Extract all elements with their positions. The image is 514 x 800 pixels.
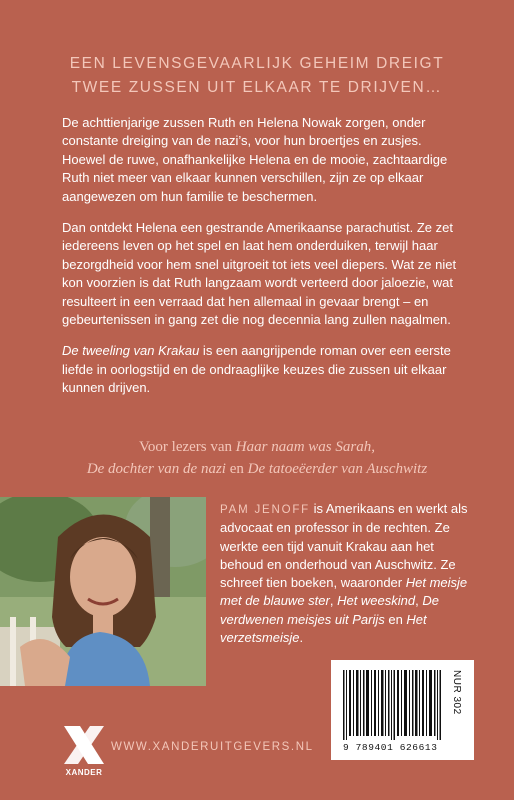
- description-paragraph-2: Dan ontdekt Helena een gestrande Amerikaanse parachutist. Ze zet iedereens leven op het spel en laat hem onderduiken, terwijl haar bezorgdheid voor hem snel uitgroeit tot iets veel diepers. Wat ze niet kon voorzien is dat Ruth langzaam wordt verteerd door jaloezie, wat resulteert in een verraad dat hen allemaal in gevaar brengt – en gebeurtenissen in gang zet die nog decennia lang zullen nagalmen.: [62, 220, 457, 328]
- author-bio: [220, 500, 480, 647]
- xander-logo-icon: [60, 722, 108, 778]
- readers-book-1: Haar naam was Sarah,: [235, 439, 375, 455]
- readers-line-1: [0, 436, 514, 458]
- author-book-1: Het meisje met de blauwe ster: [220, 575, 468, 609]
- readers-prefix: Voor lezers van: [139, 439, 236, 455]
- author-book-3: De verdwenen meisjes uit Parijs: [220, 593, 439, 627]
- readers-book-3: De tatoeëerder van Auschwitz: [247, 461, 428, 477]
- author-book-2: Het weeskind: [337, 593, 416, 609]
- barcode: [331, 660, 474, 760]
- readers-connector: en: [225, 461, 248, 477]
- author-name: PAM JENOFF: [220, 504, 310, 516]
- headline: [0, 52, 514, 100]
- separator: en: [384, 611, 407, 627]
- publisher-logo: [60, 722, 108, 778]
- author-book-4: Het verzetsmeisje: [220, 611, 427, 646]
- description-paragraph-3-text: is een aangrijpende roman over een eerste liefde in oorlogstijd en de ondraaglijke keuzes die zussen uit elkaar kunnen drijven.: [62, 343, 451, 396]
- readers-line-2: [0, 458, 514, 480]
- description-paragraph-1: De achttienjarige zussen Ruth en Helena Nowak zorgen, onder constante dreiging van de nazi’s, voor hun broertjes en zusjes. Hoewel de ruwe, onafhankelijke Helena en de mooie, zachtaardige Ruth niet meer van elkaar kunnen verschillen, zijn ze op elkaar aangewezen om hun familie te beschermen.: [62, 115, 448, 204]
- readers-book-2: De dochter van de nazi: [86, 461, 226, 477]
- book-title: De tweeling van Krakau: [62, 343, 200, 359]
- separator: .: [299, 630, 304, 646]
- author-bio-text: is Amerikaans en werkt als advocaat en professor in de rechten. Ze werkte een tijd vanuit Krakau aan het behoud en onderhoud van Auschwitz. Ze schreef tien boeken, waaronder: [220, 501, 468, 591]
- headline-line-2: TWEE ZUSSEN UIT ELKAAR TE DRIJVEN…: [71, 79, 443, 96]
- barcode-digits: 9 789401 626613: [343, 742, 438, 753]
- headline-line-1: EEN LEVENSGEVAARLIJK GEHEIM DREIGT: [69, 55, 445, 72]
- author-photo-illustration: [0, 497, 206, 686]
- readers-recommendation: [0, 436, 514, 480]
- author-photo: [0, 497, 206, 686]
- separator: ,: [415, 593, 423, 609]
- separator: ,: [329, 593, 338, 609]
- logo-text: XANDER: [65, 768, 103, 777]
- description-paragraph-3: [62, 342, 462, 397]
- publisher-website[interactable]: WWW.XANDERUITGEVERS.NL: [111, 741, 314, 753]
- nur-code: NUR 302: [451, 670, 462, 715]
- description: [62, 114, 462, 411]
